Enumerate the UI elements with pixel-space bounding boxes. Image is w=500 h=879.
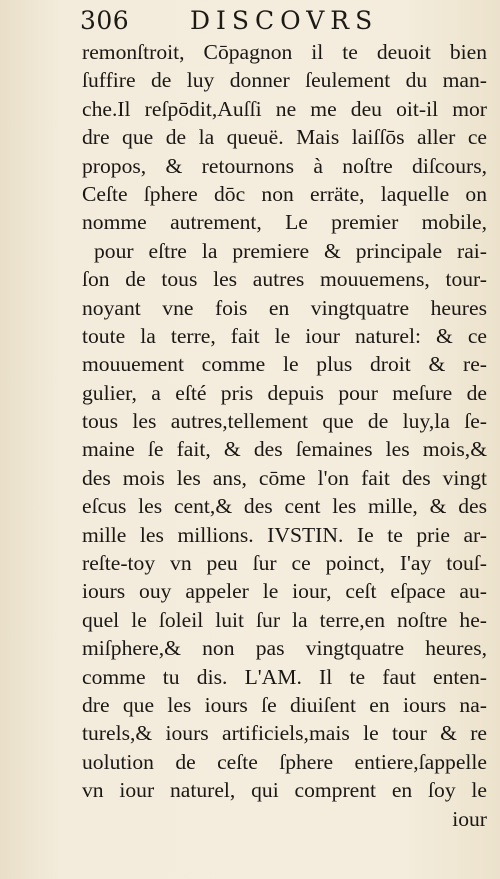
text-line: dre que les iours ſe diuiſent en iours na- [82,692,487,717]
text-line: noyant vne fois en vingtquatre heures [82,295,487,320]
text-line: gulier, a eſté pris depuis pour meſure de [82,380,487,405]
text-line: pour eſtre la premiere & principale rai- [94,238,487,263]
text-line: che.Il reſpōdit,Auſſi ne me deu oit-il mor [82,96,487,121]
text-line: quel le ſoleil luit ſur la terre,en noſtre he- [82,607,487,632]
page-number: 306 [80,6,130,35]
text-line: iours ouy appeler le iour, ceſt eſpace au- [82,579,487,604]
text-line: mouuement comme le plus droit & re- [82,352,487,377]
text-line: reſte-toy vn peu ſur ce poinct, I'ay touſ- [82,551,487,576]
text-line: ſuffire de luy donner ſeulement du man- [82,68,487,93]
page-header [80,4,490,38]
text-line: turels,& iours artificiels,mais le tour & re [82,721,487,746]
body-text [82,38,487,833]
text-line: mille les millions. IVSTIN. Ie te prie ar- [82,522,487,547]
text-line: Ceſte ſphere dōc non erräte, laquelle on [82,181,487,206]
text-line: vn iour naturel, qui comprent en ſoy le [82,778,487,803]
text-line: maine ſe fait, & des ſemaines les mois,& [82,437,487,462]
text-line: des mois les ans, cōme l'on fait des vingt [82,465,487,490]
running-head: DISCOVRS [190,6,379,35]
text-line: miſphere,& non pas vingtquatre heures, [82,636,487,661]
catchword: iour [452,806,487,831]
text-line: dre que de la queuë. Mais laiſſōs aller ce [82,125,487,150]
text-line: remonſtroit, Cōpagnon il te deuoit bien [82,40,487,64]
text-line: toute la terre, fait le iour naturel: & ce [82,323,487,348]
text-line: nomme autrement, Le premier mobile, [82,210,487,235]
text-line: comme tu dis. L'AM. Il te faut enten- [82,664,487,689]
text-line: tous les autres,tellement que de luy,la ſe- [82,409,487,434]
text-line: ſon de tous les autres mouuemens, tour- [82,267,487,292]
text-line: eſcus les cent,& des cent les mille, & des [82,494,487,519]
text-line: uolution de ceſte ſphere entiere,ſappelle [82,749,487,774]
text-line: propos, & retournons à noſtre diſcours, [82,153,487,178]
